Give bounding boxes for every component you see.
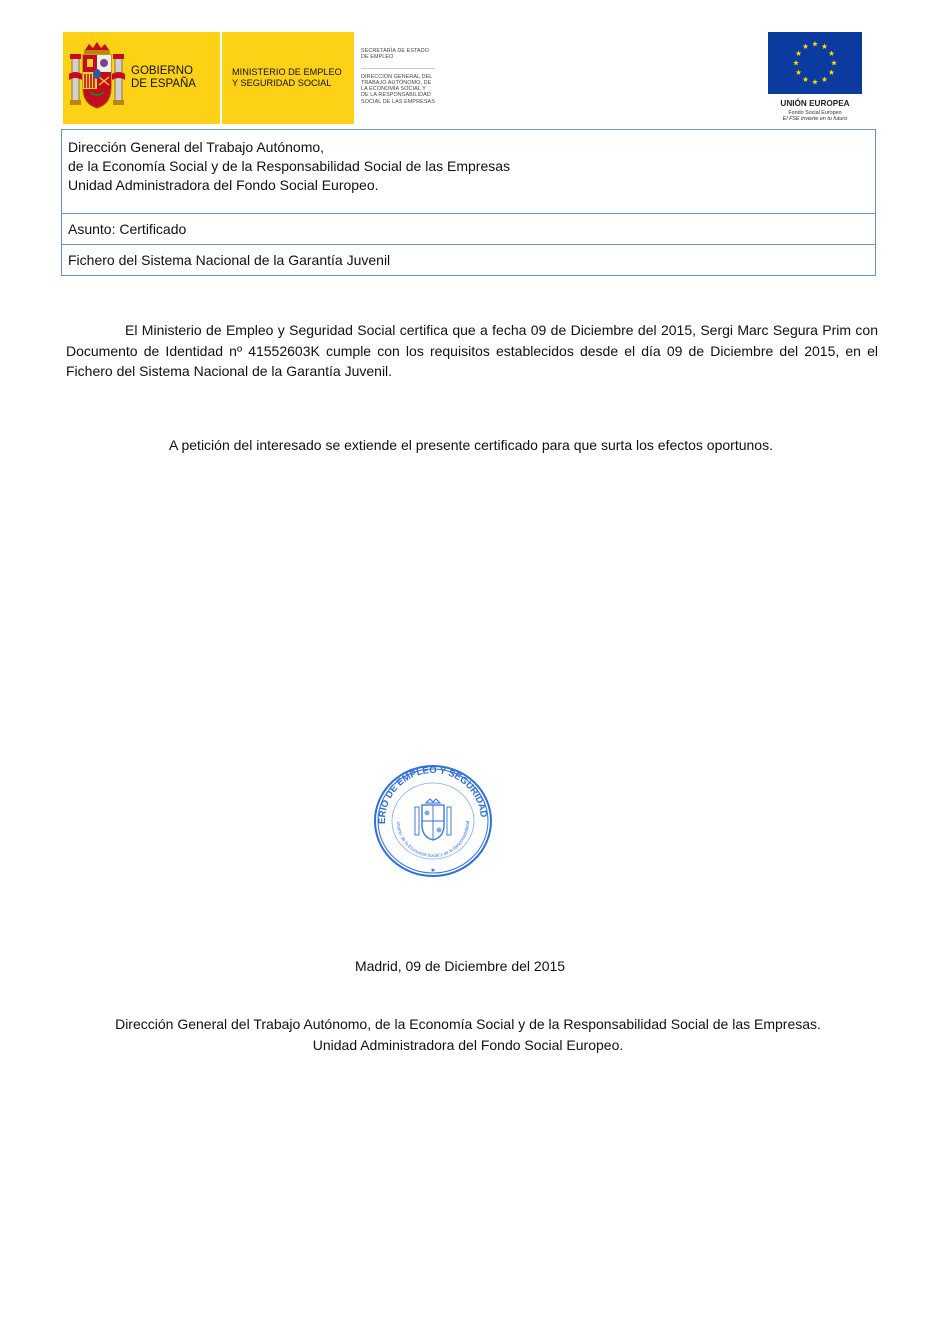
secretaria-line: SECRETARÍA DE ESTADO [361,48,429,54]
address-line: Unidad Administradora del Fondo Social Europeo. [68,177,379,193]
government-name-line1: GOBIERNO [131,65,193,77]
address-block [62,130,875,213]
place-date: Madrid, 09 de Diciembre del 2015 [354,958,566,974]
secretaria-line: DE EMPLEO [361,54,394,61]
direccion-line: DIRECCIÓN GENERAL DEL [361,73,433,80]
eu-subtitle: Fondo Social Europeo [788,110,842,116]
footer [0,1014,936,1055]
svg-text:★: ★ [430,868,436,874]
file-row: Fichero del Sistema Nacional de la Garantía Juvenil [62,244,875,275]
direccion-line: DE LA RESPONSABILIDAD [361,92,431,99]
government-name-line2: DE ESPAÑA [131,78,196,90]
seal-inner-text: ónomo, de la Economía Social y de la Responsabilidad [395,820,471,859]
eu-slogan: El FSE invierte en tu futuro [782,116,848,122]
eu-logo [768,32,862,124]
certification-paragraph: El Ministerio de Empleo y Seguridad Social certifica que a fecha 09 de Diciembre del 2015, Sergi Marc Segura Prim con Documento de Identidad nº 41552603K cumple con los requisitos establecidos desde el día 09 de Diciembre del 2015, en el Fichero del Sistema Nacional de la Garantía Juvenil. [66,322,878,379]
direccion-line: SOCIAL DE LAS EMPRESAS [361,98,435,105]
secretaria-divider [361,68,435,69]
ministry-name-line2: Y SEGURIDAD SOCIAL [232,78,332,88]
subject-row: Asunto: Certificado [62,213,875,244]
seal-outer-text: ERIO DE EMPLEO Y SEGURIDAD [376,764,489,825]
ministry-seal [371,763,495,879]
ministry-name-line1: MINISTERIO DE EMPLEO [232,67,342,77]
footer-line: Dirección General del Trabajo Autónomo, de la Economía Social y de la Responsabilidad Social de las Empresas. [115,1016,821,1032]
ministry-name [222,32,356,124]
secretaria-block [356,32,439,124]
svg-text:MINISTERIO DE EMPLEO Y SEGURID [371,763,489,824]
eu-title: UNIÓN EUROPEA [780,99,850,108]
direccion-line: TRABAJO AUTÓNOMO, DE [361,79,432,86]
direccion-line: LA ECONOMÍA SOCIAL Y [361,86,426,93]
coat-of-arms-icon [63,32,131,124]
government-name [131,32,222,124]
footer-line: Unidad Administradora del Fondo Social Europeo. [312,1036,624,1053]
header-box [61,129,876,276]
address-line: de la Economía Social y de la Responsabilidad Social de las Empresas [68,158,511,174]
address-line: Dirección General del Trabajo Autónomo, [68,139,325,155]
eu-flag-icon [768,32,862,94]
request-paragraph: A petición del interesado se extiende el presente certificado para que surta los efectos oportunos. [169,437,773,453]
government-logo [63,32,439,124]
seal-stamp-icon [371,763,495,879]
